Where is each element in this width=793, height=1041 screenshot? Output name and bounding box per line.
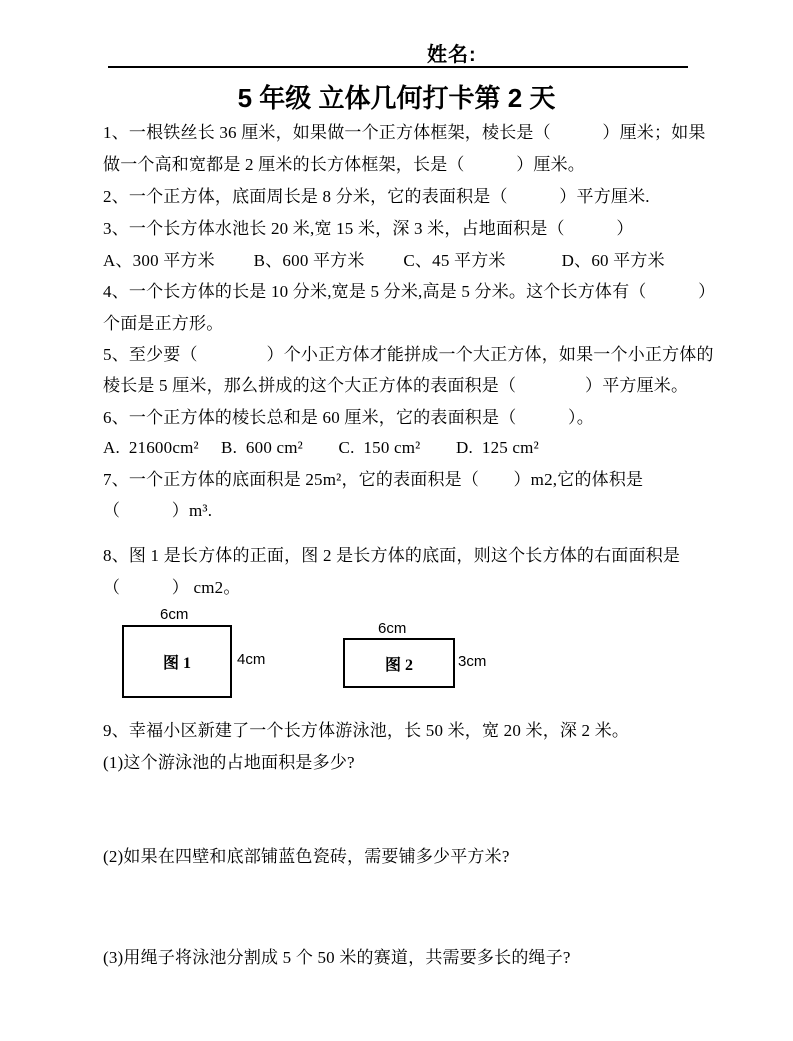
figure2-right-dimension-label: 3cm	[458, 653, 487, 670]
name-field-label: 姓名:	[427, 44, 477, 66]
figure2-top-dimension-label: 6cm	[378, 620, 407, 637]
figure1-caption: 图 1	[162, 655, 191, 672]
q8-line1: 8、图 1 是长方体的正面，图 2 是长方体的底面，则这个长方体的右面面积是	[103, 546, 681, 565]
q9-sub2: (2)如果在四壁和底部铺蓝色瓷砖，需要铺多少平方米?	[103, 847, 510, 866]
q9-sub1: (1)这个游泳池的占地面积是多少?	[103, 753, 355, 772]
figure2-caption: 图 2	[384, 656, 413, 674]
q4-line1: 4、一个长方体的长是 10 分米,宽是 5 分米,高是 5 分米。这个长方体有（ ）	[103, 282, 716, 301]
name-field-underline	[108, 66, 688, 68]
figure1-rectangle	[122, 625, 232, 698]
q5-line2: 棱长是 5 厘米，那么拼成的这个大正方体的表面积是（ ）平方厘米。	[103, 376, 689, 395]
figure2-rectangle	[343, 638, 455, 688]
q6-options: A. 21600cm² B. 600 cm² C. 150 cm² D. 125 cm²	[103, 438, 539, 457]
q7-line1: 7、一个正方体的底面积是 25m²，它的表面积是（ ）m2,它的体积是	[103, 470, 644, 489]
q2-line: 2、一个正方体，底面周长是 8 分米，它的表面积是（ ）平方厘米.	[103, 187, 650, 206]
q1-line2: 做一个高和宽都是 2 厘米的长方体框架，长是（ ）厘米。	[103, 155, 585, 174]
q8-line2: （ ） cm2。	[103, 578, 241, 597]
q3-line: 3、一个长方体水池长 20 米,宽 15 米，深 3 米，占地面积是（ ）	[103, 219, 634, 238]
q7-line2: （ ）m³.	[103, 501, 213, 520]
q9-line: 9、幸福小区新建了一个长方体游泳池，长 50 米，宽 20 米，深 2 米。	[103, 721, 630, 740]
q6-line: 6、一个正方体的棱长总和是 60 厘米，它的表面积是（ ）。	[103, 408, 594, 427]
q3-options: A、300 平方米 B、600 平方米 C、45 平方米 D、60 平方米	[103, 251, 665, 270]
q1-line1: 1、一根铁丝长 36 厘米，如果做一个正方体框架，棱长是（ ）厘米；如果	[103, 123, 706, 142]
figure1-right-dimension-label: 4cm	[237, 651, 266, 668]
figure1-top-dimension-label: 6cm	[160, 606, 189, 623]
q9-sub3: (3)用绳子将泳池分割成 5 个 50 米的赛道，共需要多长的绳子?	[103, 948, 571, 967]
q4-line2: 个面是正方形。	[103, 314, 224, 333]
q5-line1: 5、至少要（ ）个小正方体才能拼成一个大正方体，如果一个小正方体的	[103, 345, 714, 364]
page-title: 5 年级 立体几何打卡第 2 天	[237, 83, 556, 113]
